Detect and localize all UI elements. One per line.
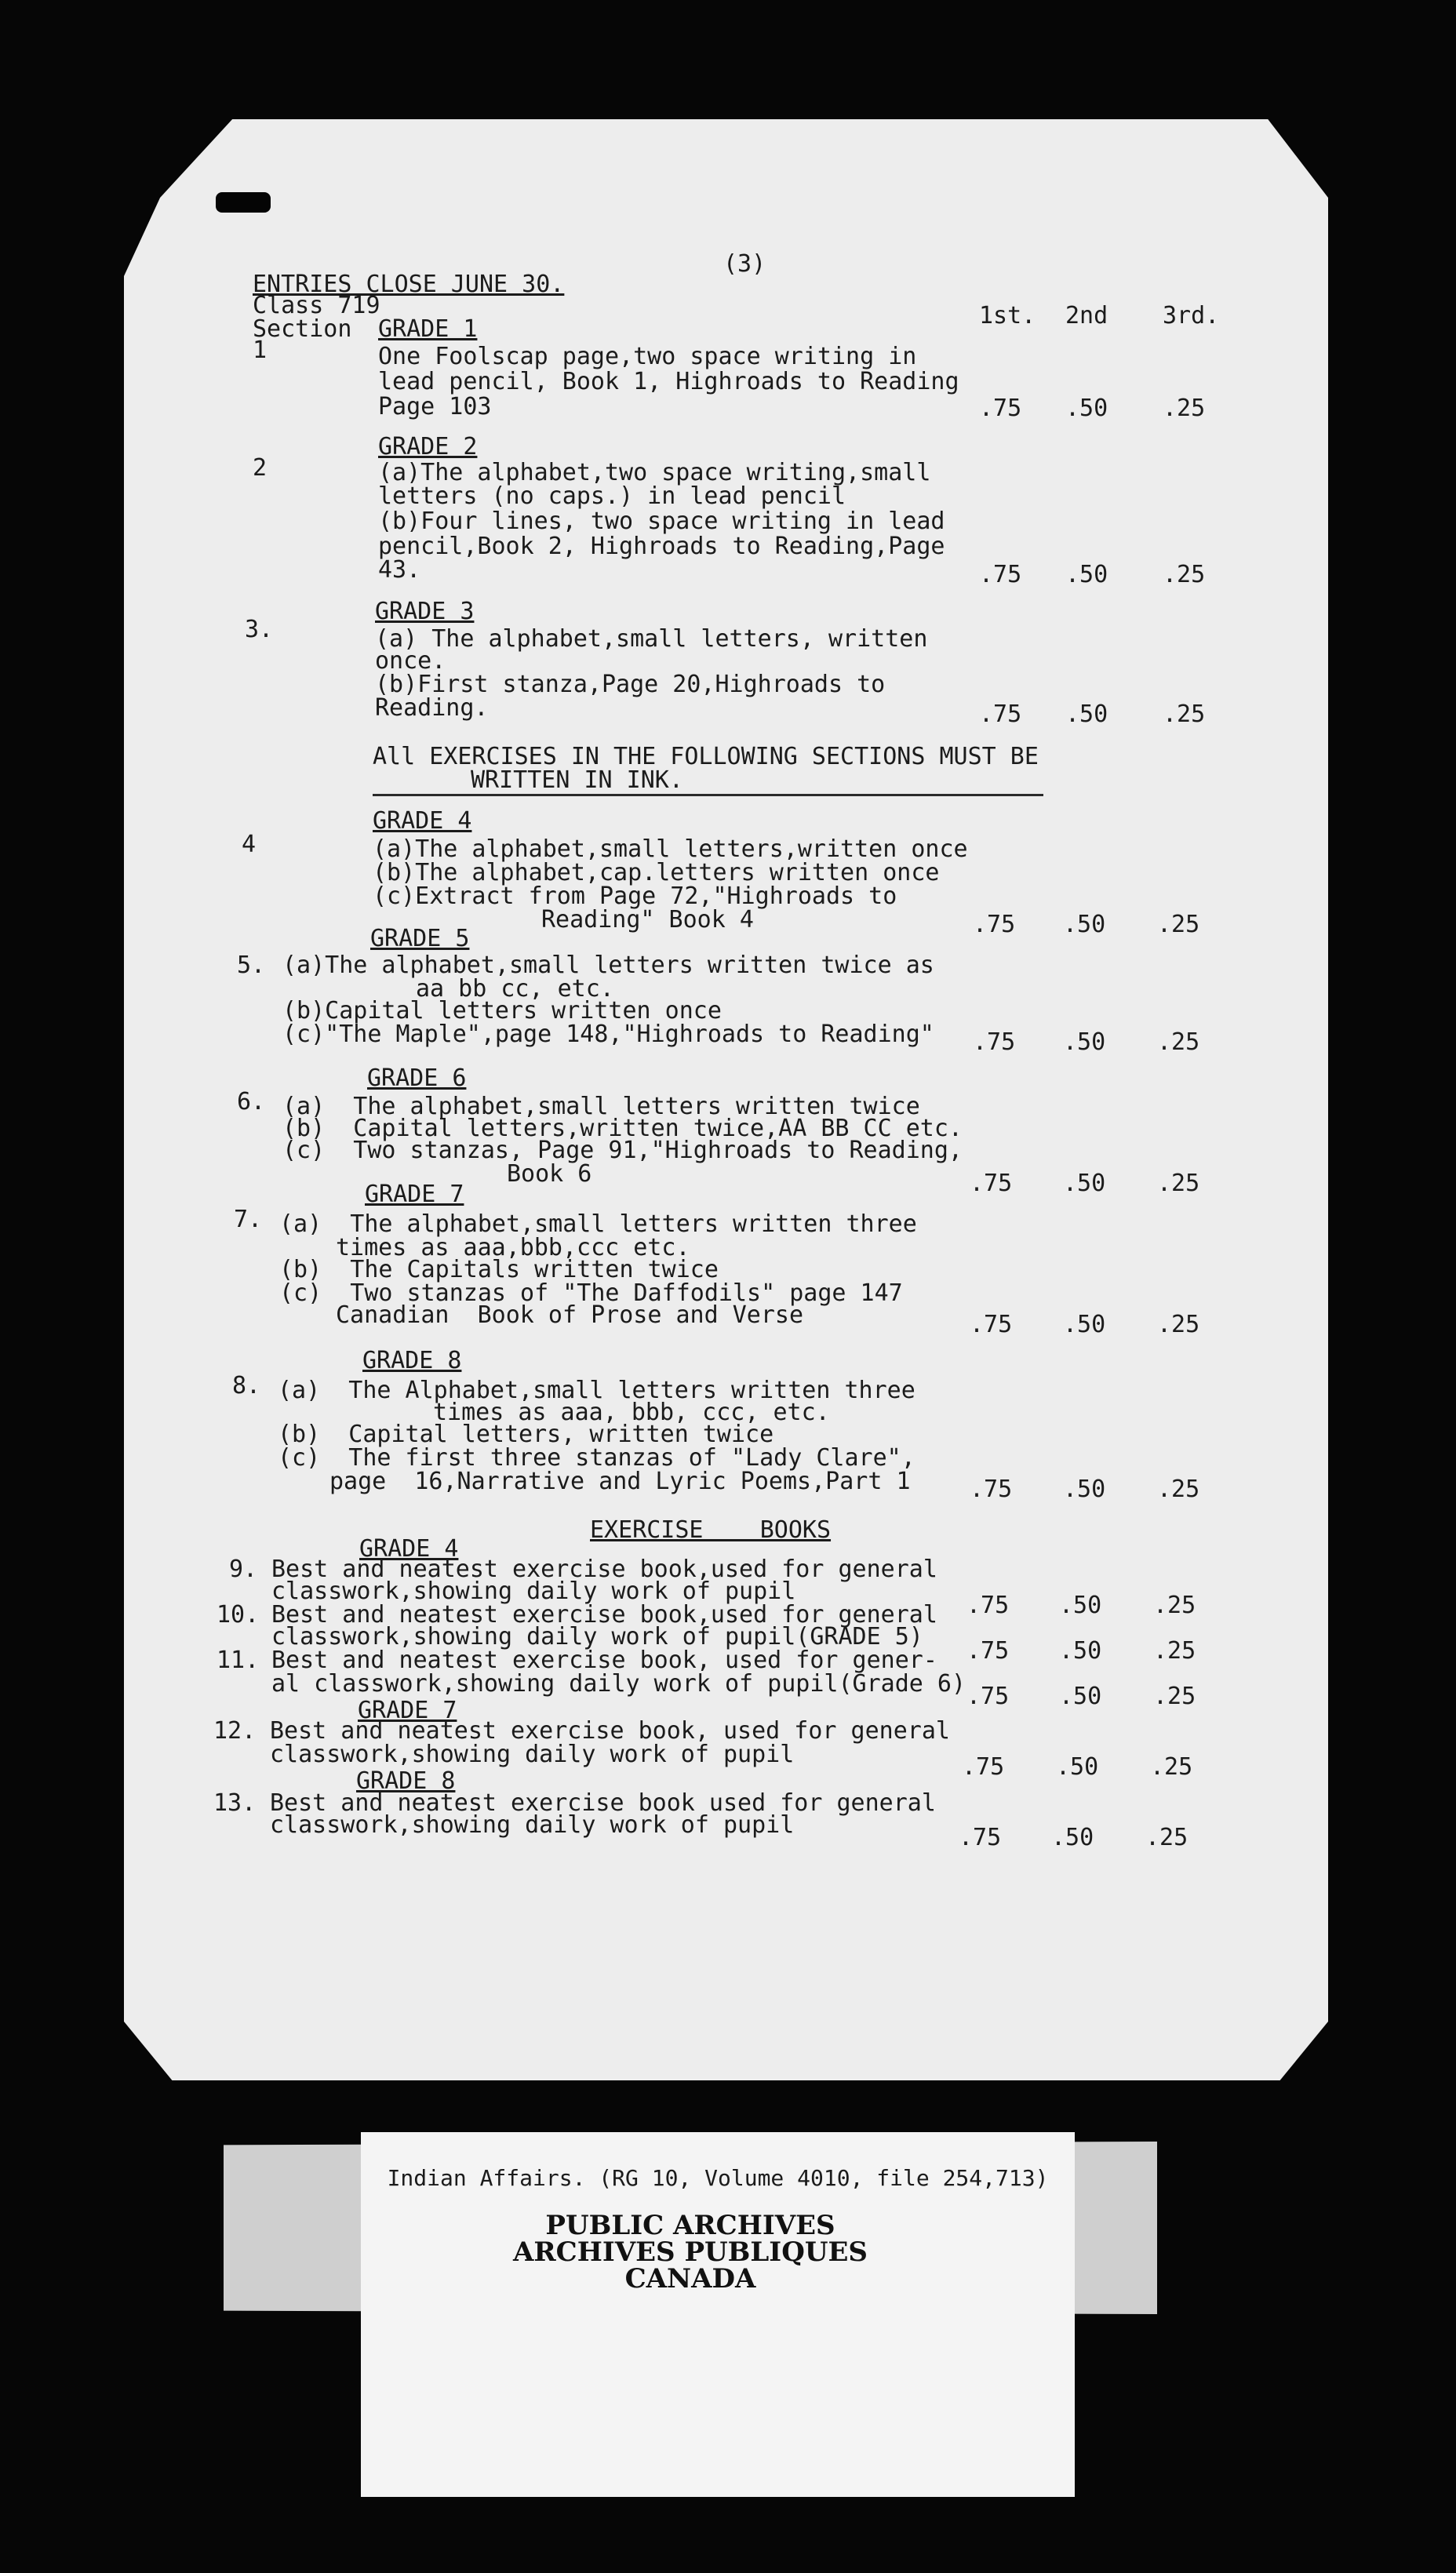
section-number: 4 — [242, 831, 257, 858]
section-line: (c)"The Maple",page 148,"Highroads to Reading" — [282, 1021, 934, 1048]
prize-first: .75 — [966, 1683, 1010, 1710]
section-line: page 16,Narrative and Lyric Poems,Part 1 — [329, 1468, 911, 1495]
section-line: aa bb cc, etc. — [416, 975, 614, 1003]
stamp-line-2: ARCHIVES PUBLIQUES — [513, 2236, 868, 2268]
prize-third: .25 — [1157, 1170, 1200, 1197]
section-line: Best and neatest exercise book, used for gener- — [271, 1647, 937, 1674]
section-line: (b) Capital letters,written twice,AA BB CC etc. — [282, 1115, 963, 1142]
prize-second: .50 — [1065, 395, 1108, 422]
section-number: 13. — [213, 1789, 257, 1817]
prize-first: .75 — [970, 1170, 1013, 1197]
section-line: Best and neatest exercise book, used for general — [270, 1717, 950, 1745]
section-line: (a) The alphabet,small letters written three — [279, 1210, 917, 1238]
section-number: 10. — [217, 1601, 260, 1629]
section-label: Section — [253, 315, 352, 343]
prize-first: .75 — [979, 561, 1022, 588]
prize-first: .75 — [979, 395, 1022, 422]
section-line: (c) Two stanzas, Page 91,"Highroads to Reading, — [282, 1137, 963, 1164]
prize-third: .25 — [1163, 561, 1206, 588]
section-line: (a)The alphabet,small letters,written once — [373, 835, 968, 863]
prize-third: .25 — [1157, 1311, 1200, 1338]
prize-second: .50 — [1056, 1753, 1099, 1781]
grade-7-heading: GRADE 7 — [365, 1181, 464, 1208]
grade-3-heading: GRADE 3 — [375, 598, 475, 625]
section-number: 9. — [229, 1556, 258, 1583]
prize-first: .75 — [970, 1311, 1013, 1338]
section-line: Canadian Book of Prose and Verse — [336, 1301, 804, 1329]
ink-notice-line-1: All EXERCISES IN THE FOLLOWING SECTIONS MUST BE — [373, 743, 1039, 770]
section-line: (a) The alphabet,small letters, written — [375, 625, 928, 653]
prize-third: .25 — [1153, 1637, 1196, 1665]
section-line: al classwork,showing daily work of pupil(Grade 6) — [271, 1670, 966, 1698]
prize-third: .25 — [1153, 1592, 1196, 1619]
section-line: classwork,showing daily work of pupil(GRADE 5) — [271, 1623, 923, 1650]
section-number: 3. — [245, 616, 274, 643]
section-number: 1 — [253, 337, 268, 364]
prize-second: .50 — [1059, 1592, 1102, 1619]
section-number: 6. — [237, 1088, 266, 1115]
section-line: (a) The alphabet,small letters written twice — [282, 1093, 920, 1120]
prize-first: .75 — [979, 701, 1022, 728]
section-line: Best and neatest exercise book,used for general — [271, 1601, 937, 1629]
public-archives-stamp — [471, 2210, 910, 2295]
stamp-line-1: PUBLIC ARCHIVES — [545, 2210, 835, 2241]
prize-second: .50 — [1065, 701, 1108, 728]
prize-first: .75 — [959, 1824, 1002, 1851]
section-line: times as aaa, bbb, ccc, etc. — [433, 1399, 830, 1426]
section-number: 12. — [213, 1717, 257, 1745]
prize-third: .25 — [1163, 701, 1206, 728]
section-line: (a)The alphabet,two space writing,small — [378, 459, 931, 486]
prize-first: .75 — [970, 1476, 1013, 1503]
section-number: 7. — [234, 1206, 263, 1233]
grade-4-exercise-heading: GRADE 4 — [359, 1535, 459, 1563]
prize-second: .50 — [1059, 1637, 1102, 1665]
column-first-prize: 1st. — [979, 302, 1036, 329]
grade-1-heading: GRADE 1 — [378, 315, 478, 343]
section-line: once. — [375, 647, 446, 675]
prize-second: .50 — [1063, 911, 1106, 938]
prize-second: .50 — [1063, 1028, 1106, 1056]
section-line: (b)Four lines, two space writing in lead — [378, 508, 945, 535]
section-number: 2 — [253, 454, 268, 482]
archive-reference-card — [361, 2132, 1075, 2497]
section-line: Best and neatest exercise book,used for general — [271, 1556, 937, 1583]
section-line: Book 6 — [507, 1160, 592, 1188]
section-line: Page 103 — [378, 393, 492, 420]
section-line: classwork,showing daily work of pupil — [270, 1811, 795, 1839]
section-line: (a) The Alphabet,small letters written three — [278, 1377, 915, 1404]
punch-hole — [216, 192, 271, 213]
section-line: (b) The Capitals written twice — [279, 1256, 719, 1283]
section-line: letters (no caps.) in lead pencil — [378, 482, 846, 510]
section-line: (c) Two stanzas of "The Daffodils" page 147 — [279, 1279, 903, 1307]
grade-6-heading: GRADE 6 — [367, 1065, 467, 1092]
stamp-line-3: CANADA — [624, 2263, 756, 2295]
section-number: 11. — [217, 1647, 260, 1674]
prize-first: .75 — [973, 1028, 1016, 1056]
section-line: One Foolscap page,two space writing in — [378, 343, 917, 370]
prize-second: .50 — [1065, 561, 1108, 588]
section-line: (b)Capital letters written once — [282, 997, 722, 1024]
exercise-books-heading: EXERCISE BOOKS — [590, 1516, 832, 1544]
prize-first: .75 — [962, 1753, 1005, 1781]
prize-third: .25 — [1157, 911, 1200, 938]
prize-second: .50 — [1059, 1683, 1102, 1710]
class-label: Class 719 — [253, 292, 380, 319]
section-line: (b) Capital letters, written twice — [278, 1421, 774, 1448]
prize-third: .25 — [1145, 1824, 1188, 1851]
grade-8-exercise-heading: GRADE 8 — [356, 1767, 456, 1795]
prize-first: .75 — [966, 1637, 1010, 1665]
archive-reference-text: Indian Affairs. (RG 10, Volume 4010, file 254,713) — [387, 2165, 1049, 2191]
prize-second: .50 — [1063, 1311, 1106, 1338]
prize-first: .75 — [973, 911, 1016, 938]
page-number: (3) — [723, 250, 766, 278]
ink-notice-rule — [373, 794, 1043, 796]
grade-2-heading: GRADE 2 — [378, 433, 478, 460]
entries-close-heading: ENTRIES CLOSE JUNE 30. — [253, 271, 565, 298]
prize-second: .50 — [1051, 1824, 1094, 1851]
section-line: (b)The alphabet,cap.letters written once — [373, 859, 940, 886]
prize-third: .25 — [1150, 1753, 1193, 1781]
grade-5-heading: GRADE 5 — [370, 925, 470, 952]
section-line: classwork,showing daily work of pupil — [270, 1741, 795, 1768]
prize-first: .75 — [966, 1592, 1010, 1619]
prize-third: .25 — [1157, 1028, 1200, 1056]
column-third-prize: 3rd. — [1163, 302, 1220, 329]
section-number: 8. — [232, 1372, 261, 1399]
section-line: classwork,showing daily work of pupil — [271, 1578, 796, 1605]
prize-third: .25 — [1163, 395, 1206, 422]
section-line: (c)Extract from Page 72,"Highroads to — [373, 883, 897, 910]
section-line: pencil,Book 2, Highroads to Reading,Page — [378, 533, 945, 560]
prize-third: .25 — [1153, 1683, 1196, 1710]
section-line: lead pencil, Book 1, Highroads to Reading — [378, 368, 959, 395]
prize-second: .50 — [1063, 1476, 1106, 1503]
grade-8-heading: GRADE 8 — [362, 1347, 462, 1374]
prize-second: .50 — [1063, 1170, 1106, 1197]
section-line: times as aaa,bbb,ccc etc. — [336, 1234, 690, 1261]
section-line: (b)First stanza,Page 20,Highroads to — [375, 671, 886, 698]
section-number: 5. — [237, 952, 266, 979]
column-second-prize: 2nd — [1065, 302, 1108, 329]
section-line: (c) The first three stanzas of "Lady Clare", — [278, 1444, 915, 1472]
prize-third: .25 — [1157, 1476, 1200, 1503]
grade-4-heading: GRADE 4 — [373, 807, 472, 835]
section-line: Best and neatest exercise book used for general — [270, 1789, 936, 1817]
section-line: 43. — [378, 556, 421, 584]
grade-7-exercise-heading: GRADE 7 — [358, 1697, 457, 1724]
ink-notice-line-2: WRITTEN IN INK. — [471, 766, 683, 794]
section-line: (a)The alphabet,small letters written twice as — [282, 952, 934, 979]
section-line: Reading. — [375, 694, 489, 722]
section-line: Reading" Book 4 — [541, 906, 754, 933]
